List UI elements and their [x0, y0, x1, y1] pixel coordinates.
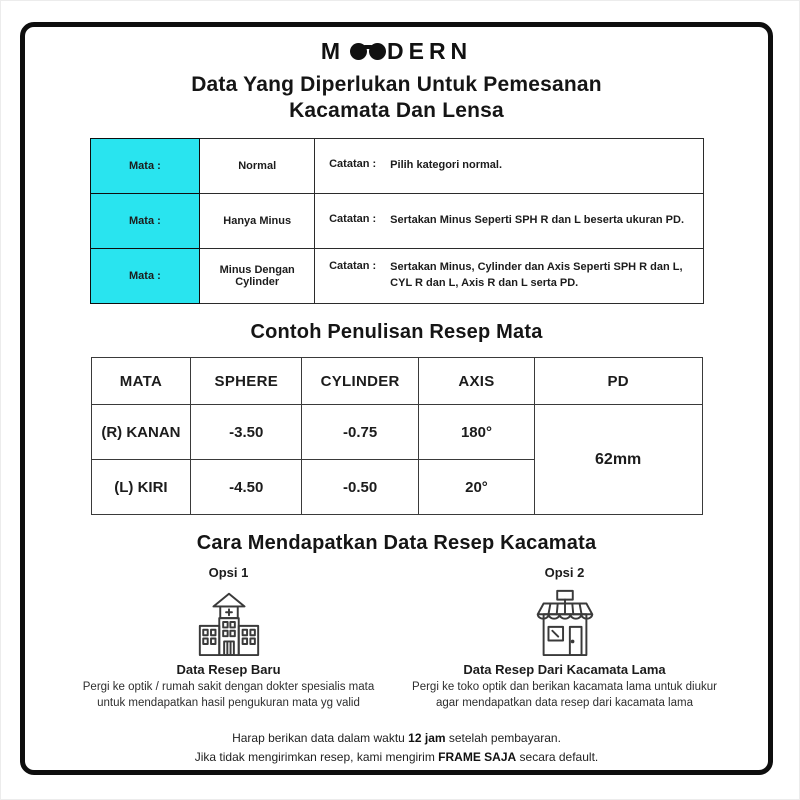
page-title	[25, 72, 768, 123]
note-text: Sertakan Minus Seperti SPH R dan L beserta ukuran PD.	[390, 214, 684, 227]
logo-text-right: DERN	[387, 38, 473, 64]
mata-label-cell: Mata :	[90, 249, 200, 304]
sphere-cell: -3.50	[191, 405, 302, 460]
mata-cell: (R) KANAN	[91, 405, 191, 460]
table-header-row	[91, 358, 702, 405]
note-cell	[315, 194, 703, 249]
option-1-title: Data Resep Baru	[176, 662, 281, 678]
footer-text: Harap berikan data dalam waktu	[232, 730, 409, 745]
cylinder-cell: -0.75	[302, 405, 419, 460]
page-title-line1: Data Yang Diperlukan Untuk Pemesanan	[191, 73, 602, 96]
table-row	[90, 194, 703, 249]
category-cell: Minus Dengan Cylinder	[200, 249, 315, 304]
category-cell: Normal	[200, 139, 315, 194]
footer-text: setelah pembayaran.	[445, 730, 561, 745]
option-2	[400, 565, 730, 712]
mata-cell: (L) KIRI	[91, 460, 191, 515]
option-2-label: Opsi 2	[544, 565, 585, 581]
option-1-description: Pergi ke optik / rumah sakit dengan dokter spesialis mata untuk mendapatkan hasil pengukuran mata yg valid	[82, 681, 375, 710]
option-2-description: Pergi ke toko optik dan berikan kacamata lama untuk diukur agar mendapatkan data resep dari kacamata lama	[412, 681, 717, 710]
storefront-icon	[400, 585, 730, 657]
footer-text: Jika tidak mengirimkan resep, kami mengirim	[194, 749, 439, 764]
col-header-cylinder: CYLINDER	[302, 358, 419, 405]
axis-cell: 180°	[419, 405, 535, 460]
col-header-pd: PD	[534, 358, 702, 405]
options-section	[25, 565, 768, 712]
option-1-label: Opsi 1	[208, 565, 249, 581]
note-text: Sertakan Minus, Cylinder dan Axis Seperti SPH R dan L, CYL R dan L, Axis R dan L serta PD.	[390, 261, 683, 290]
footer-note	[25, 729, 768, 766]
mata-label-cell: Mata :	[90, 194, 200, 249]
footer-bold-framesaja: FRAME SAJA	[438, 749, 517, 764]
logo-text-left: M	[320, 38, 345, 64]
how-heading: Cara Mendapatkan Data Resep Kacamata	[196, 532, 597, 555]
note-text: Pilih kategori normal.	[390, 159, 503, 172]
sphere-cell: -4.50	[191, 460, 302, 515]
note-label: Catatan :	[329, 158, 377, 171]
note-label: Catatan :	[329, 213, 377, 226]
col-header-axis: AXIS	[419, 358, 535, 405]
glasses-bridge	[363, 45, 373, 49]
rounded-border-frame	[20, 22, 773, 775]
axis-cell: 20°	[419, 460, 535, 515]
col-header-sphere: SPHERE	[191, 358, 302, 405]
hospital-icon	[64, 585, 394, 657]
col-header-mata: MATA	[91, 358, 191, 405]
note-cell	[315, 249, 703, 304]
footer-text: secara default.	[516, 749, 599, 764]
note-cell	[315, 139, 703, 194]
mata-label-cell: Mata :	[90, 139, 200, 194]
example-heading: Contoh Penulisan Resep Mata	[250, 321, 543, 344]
prescription-table	[91, 357, 703, 515]
cylinder-cell: -0.50	[302, 460, 419, 515]
note-label: Catatan :	[329, 260, 377, 273]
pd-cell: 62mm	[534, 405, 702, 515]
table-row	[90, 249, 703, 304]
table-row	[90, 139, 703, 194]
option-1	[64, 565, 394, 712]
glasses-icon	[350, 43, 386, 60]
requirements-table	[90, 138, 704, 304]
footer-line-1	[25, 729, 768, 748]
option-2-title: Data Resep Dari Kacamata Lama	[463, 662, 666, 678]
category-cell: Hanya Minus	[200, 194, 315, 249]
footer-line-2	[25, 748, 768, 767]
brand-logo	[25, 38, 768, 65]
page-title-line2: Kacamata Dan Lensa	[289, 98, 504, 122]
footer-bold-12jam: 12 jam	[408, 730, 446, 745]
table-row	[91, 405, 702, 460]
